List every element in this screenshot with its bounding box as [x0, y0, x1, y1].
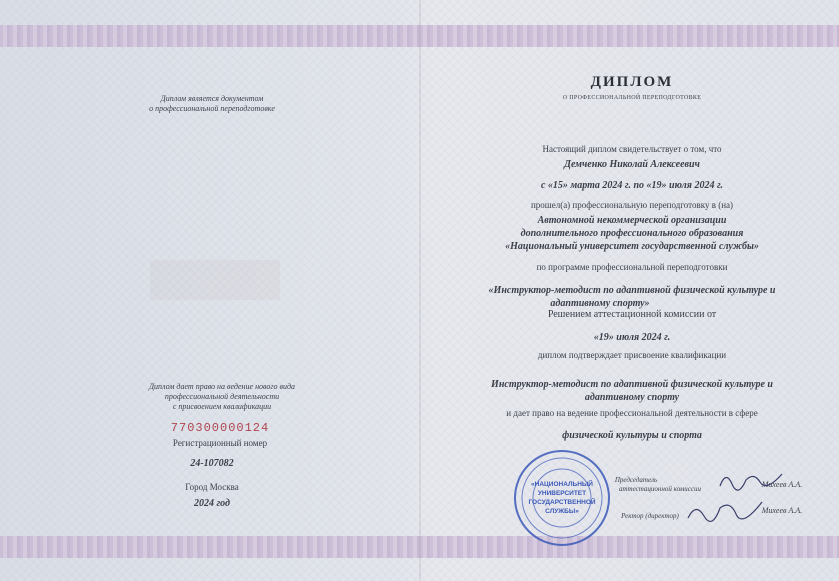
seal-text-line1: «НАЦИОНАЛЬНЫЙ — [531, 481, 593, 488]
reg-number-label: Регистрационный номер — [172, 438, 268, 448]
graduate-name: Демченко Николай Алексеевич — [564, 159, 700, 170]
program-label: по программе профессиональной переподготовки — [536, 262, 728, 272]
director-signature-icon — [684, 496, 764, 526]
chair-label-line1: Председатель — [614, 476, 658, 484]
confirms-text: диплом подтверждает присвоение квалификации — [537, 350, 727, 360]
director-name: Михеев А.А. — [761, 506, 803, 515]
chair-name: Михеев А.А. — [761, 480, 803, 489]
program-line2: адаптивному спорту» — [550, 298, 650, 309]
background-watermark — [150, 260, 280, 300]
passed-text: прошел(а) профессиональную переподготовку в (на) — [530, 200, 734, 210]
director-label: Ректор (директор) — [621, 512, 679, 520]
study-period: с «15» марта 2024 г. по «19» июля 2024 г. — [540, 180, 724, 191]
left-header-line1: Диплом является документом — [160, 94, 264, 103]
diploma-title: ДИПЛОМ — [590, 74, 674, 90]
chair-signature-icon — [716, 466, 786, 496]
issue-year: 2024 год — [193, 498, 231, 509]
decision-text: Решением аттестационной комиссии от — [547, 309, 717, 320]
rights-line2: профессиональной деятельности — [164, 392, 280, 401]
university-seal-icon — [512, 448, 612, 548]
certifies-text: Настоящий диплом свидетельствует о том, что — [542, 144, 722, 154]
seal-text-line4: СЛУЖБЫ» — [545, 508, 579, 515]
organization-line2: дополнительного профессионального образования — [520, 228, 744, 239]
city: Город Москва — [185, 482, 239, 492]
qualification-line1: Инструктор-методист по адаптивной физической культуре и — [491, 379, 773, 390]
program-line1: «Инструктор-методист по адаптивной физической культуре и — [488, 285, 776, 296]
left-header-line2: о профессиональной переподготовке — [149, 104, 275, 113]
diploma-subtitle: О ПРОФЕССИОНАЛЬНОЙ ПЕРЕПОДГОТОВКЕ — [562, 95, 702, 101]
right-to-text: и дает право на ведение профессиональной деятельности в сфере — [506, 408, 758, 418]
sphere-text: физической культуры и спорта — [562, 430, 702, 441]
seal-text-line3: ГОСУДАРСТВЕННОЙ — [528, 499, 596, 506]
blank-number: 770300000124 — [170, 421, 270, 435]
qualification-line2: адаптивному спорту — [584, 392, 680, 403]
chair-label-line2: аттестационной комиссии — [619, 485, 701, 493]
rights-line3: с присвоением квалификации — [172, 402, 272, 411]
decision-date: «19» июля 2024 г. — [593, 332, 671, 343]
reg-number: 24-107082 — [190, 458, 234, 469]
center-fold — [419, 0, 421, 581]
seal-text-line2: УНИВЕРСИТЕТ — [537, 490, 587, 497]
rights-line1: Диплом дает право на ведение нового вида — [148, 382, 296, 391]
organization-line1: Автономной некоммерческой организации — [537, 215, 727, 226]
organization-line3: «Национальный университет государственной службы» — [505, 241, 759, 252]
